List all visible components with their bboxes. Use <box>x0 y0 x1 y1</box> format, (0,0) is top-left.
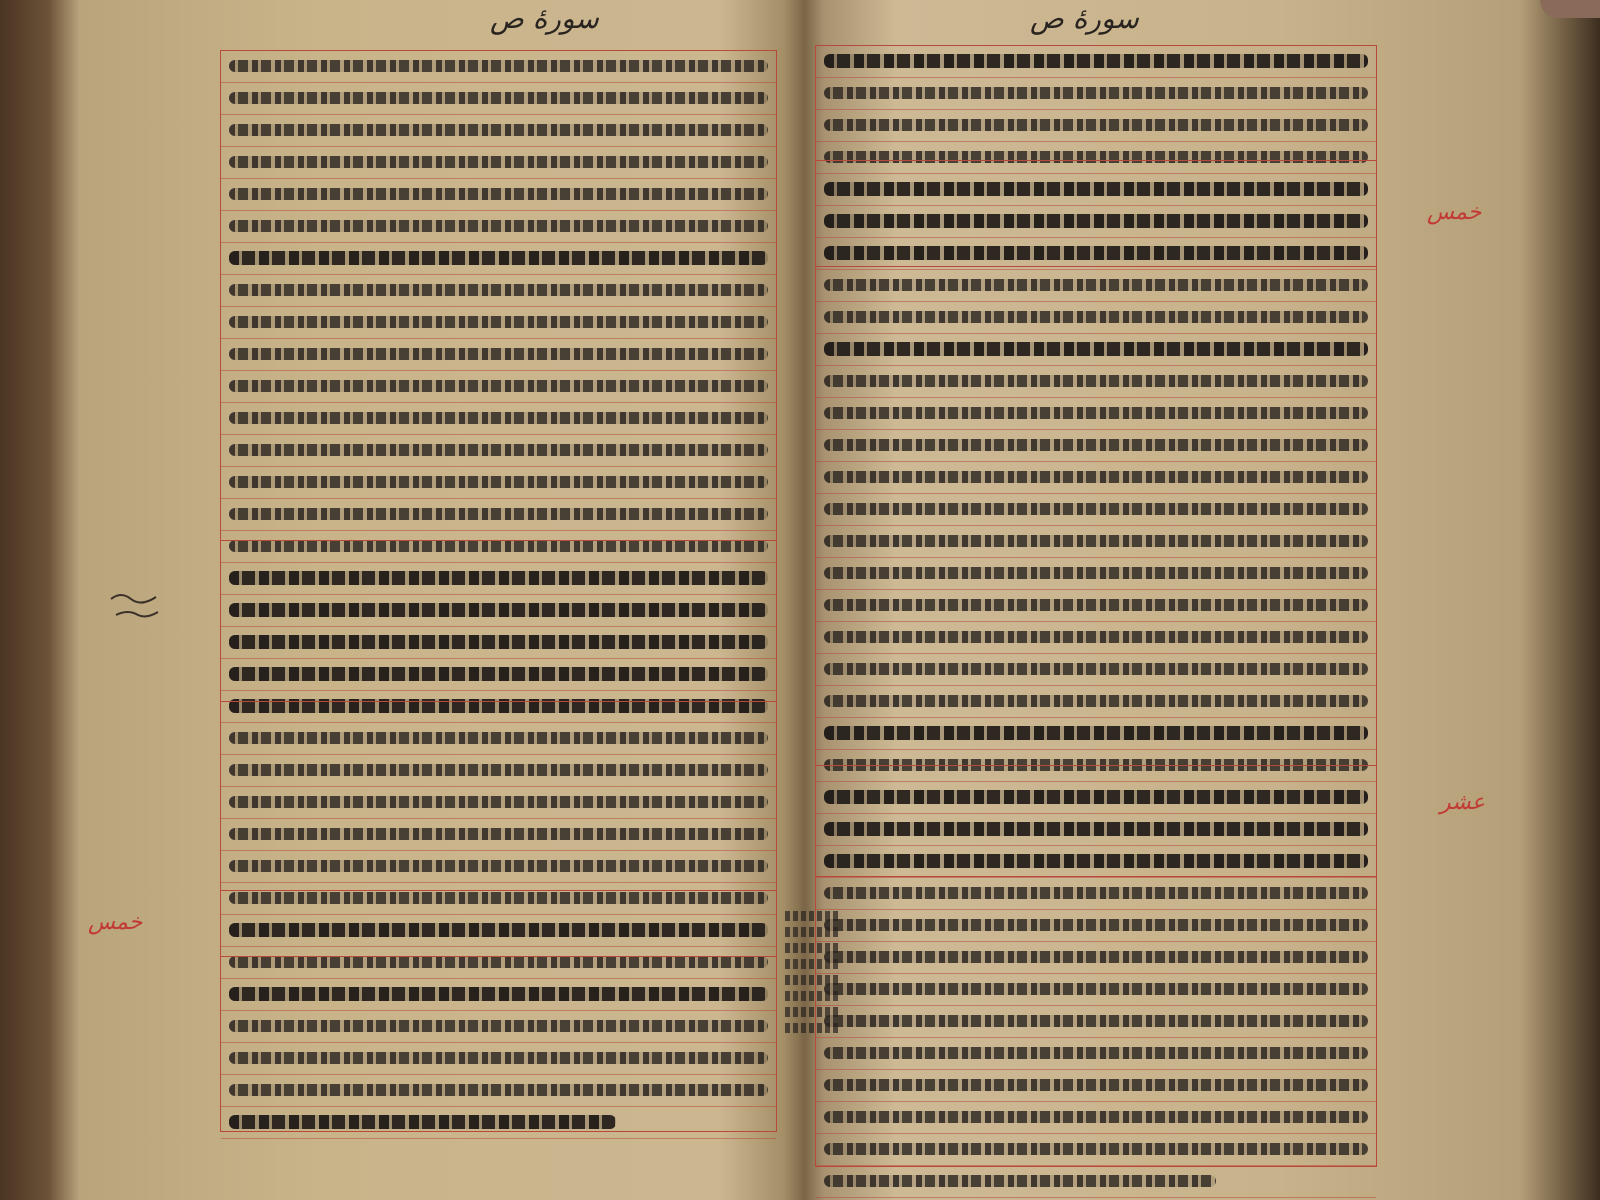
quran-verse-line <box>221 627 776 659</box>
text-line <box>221 531 776 563</box>
text-line <box>816 1166 1376 1198</box>
quran-verse-line <box>816 206 1376 238</box>
text-line <box>816 78 1376 110</box>
left-margin-note-khams: خمس <box>88 910 143 935</box>
text-line <box>221 883 776 915</box>
text-line <box>221 115 776 147</box>
text-line <box>221 1043 776 1075</box>
text-line <box>221 499 776 531</box>
text-line <box>221 51 776 83</box>
text-line <box>816 462 1376 494</box>
left-text-block <box>220 50 777 1132</box>
text-line <box>816 878 1376 910</box>
quran-verse-line <box>221 563 776 595</box>
text-line <box>221 179 776 211</box>
text-line <box>221 755 776 787</box>
text-line <box>816 398 1376 430</box>
quran-verse-line <box>816 814 1376 846</box>
text-line <box>221 211 776 243</box>
text-line <box>816 1006 1376 1038</box>
text-line <box>816 430 1376 462</box>
quran-verse-line <box>221 659 776 691</box>
text-line <box>816 494 1376 526</box>
text-line <box>221 467 776 499</box>
text-line <box>816 654 1376 686</box>
text-line <box>221 371 776 403</box>
quran-verse-line <box>816 782 1376 814</box>
text-line <box>816 910 1376 942</box>
text-line <box>816 270 1376 302</box>
quran-verse-line <box>816 334 1376 366</box>
left-margin-sajda-note <box>106 585 166 626</box>
text-line <box>816 1134 1376 1166</box>
quran-verse-line <box>816 174 1376 206</box>
text-line <box>221 947 776 979</box>
right-margin-note-khams: خمس <box>1427 200 1482 225</box>
quran-verse-line <box>221 979 776 1011</box>
text-line <box>816 1070 1376 1102</box>
text-line <box>221 1011 776 1043</box>
text-line <box>816 942 1376 974</box>
text-line <box>221 403 776 435</box>
text-line <box>221 83 776 115</box>
text-line <box>221 819 776 851</box>
text-line <box>221 723 776 755</box>
quran-verse-line <box>816 846 1376 878</box>
text-line <box>816 1038 1376 1070</box>
right-page-header: سورهٔ ص <box>1030 2 1139 35</box>
sajda-note-glyphs <box>106 585 166 621</box>
text-line <box>816 558 1376 590</box>
text-line <box>221 147 776 179</box>
quran-verse-line <box>221 691 776 723</box>
text-line <box>221 435 776 467</box>
text-line <box>816 526 1376 558</box>
quran-verse-line <box>816 718 1376 750</box>
quran-verse-line <box>221 595 776 627</box>
text-line <box>221 307 776 339</box>
text-line <box>816 110 1376 142</box>
text-line <box>816 142 1376 174</box>
quran-verse-line <box>816 46 1376 78</box>
text-line <box>221 787 776 819</box>
text-line <box>816 302 1376 334</box>
text-line <box>816 366 1376 398</box>
text-line <box>816 1102 1376 1134</box>
quran-verse-line <box>221 1107 776 1139</box>
text-line <box>816 750 1376 782</box>
quran-verse-line <box>816 238 1376 270</box>
right-page <box>815 0 1560 1200</box>
text-line <box>221 1075 776 1107</box>
text-line <box>221 851 776 883</box>
left-page <box>40 0 800 1200</box>
text-line <box>816 974 1376 1006</box>
right-margin-note-ashr: عشر <box>1440 790 1485 815</box>
text-line <box>816 622 1376 654</box>
text-line <box>816 686 1376 718</box>
left-page-header: سورهٔ ص <box>490 2 599 35</box>
right-text-block <box>815 45 1377 1167</box>
quran-verse-line <box>221 915 776 947</box>
text-line <box>816 590 1376 622</box>
text-line <box>221 339 776 371</box>
text-line <box>221 275 776 307</box>
quran-verse-line <box>221 243 776 275</box>
